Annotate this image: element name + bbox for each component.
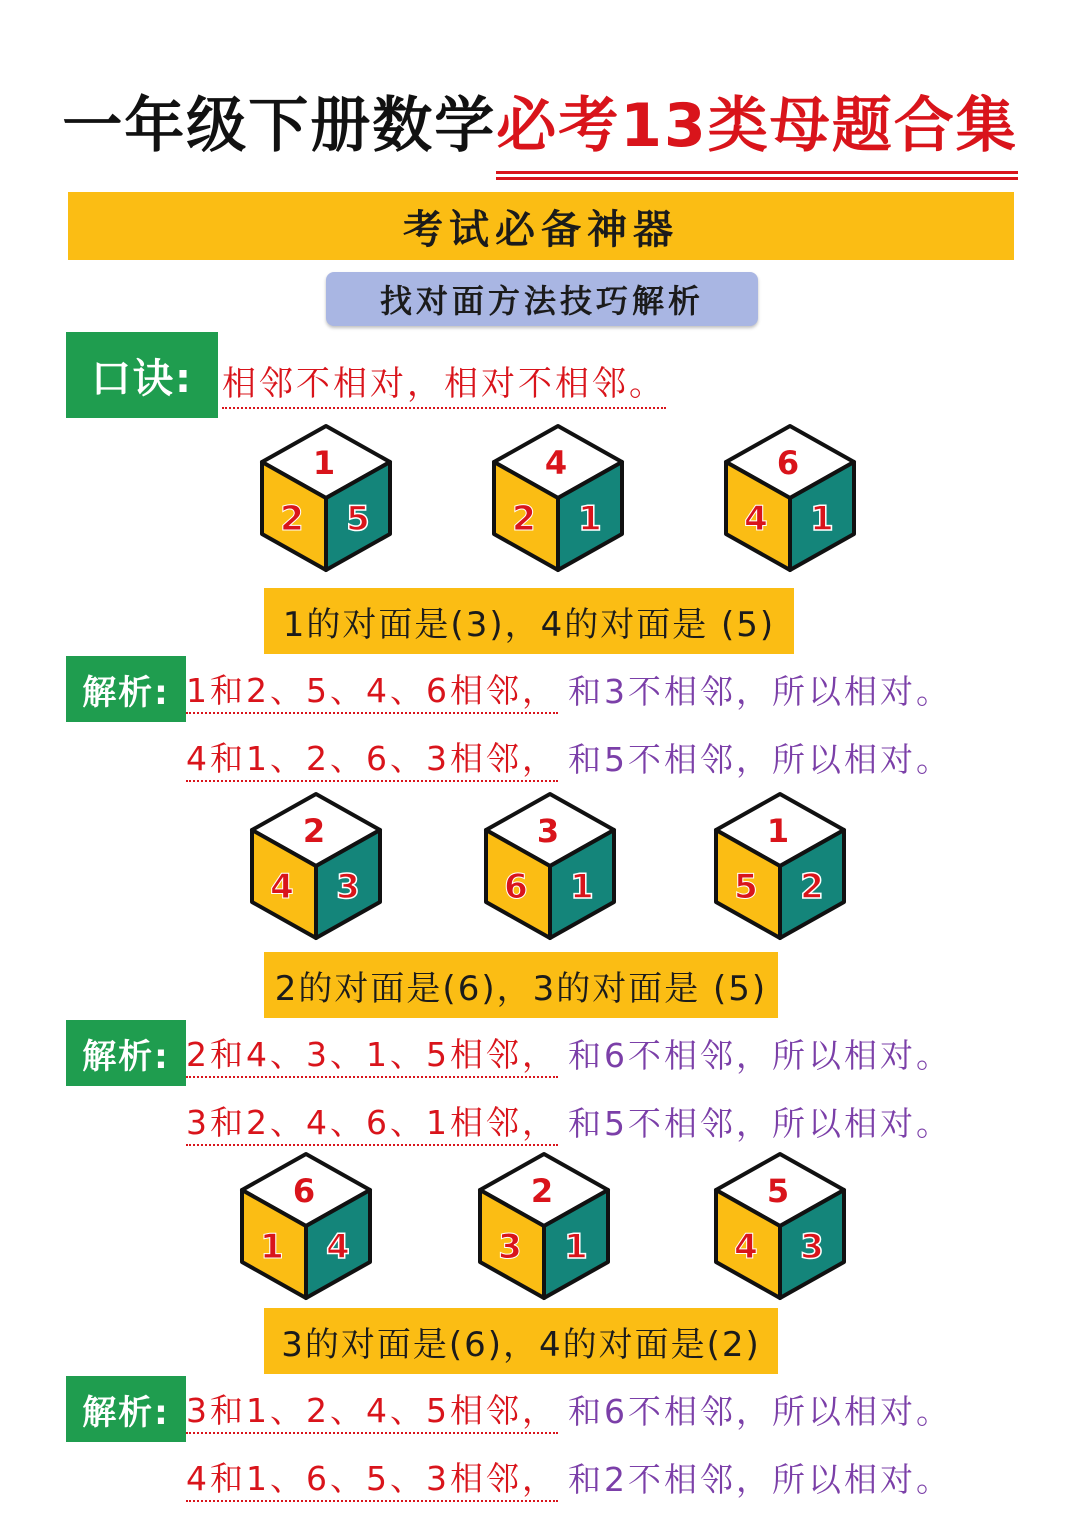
cube-left-digit: 2 <box>512 499 536 539</box>
banner: 考试必备神器 <box>68 192 1014 260</box>
analysis-line-1-2 <box>186 732 952 782</box>
adjacent-text: 2和4、3、1、5相邻， <box>186 1029 558 1078</box>
conclusion-text: 和2不相邻，所以相对。 <box>567 1459 952 1499</box>
cube-right-digit: 4 <box>326 1227 350 1267</box>
dice-cube-3-1 <box>238 1150 374 1302</box>
title-red-part: 必考13类母题合集 <box>496 78 1018 164</box>
analysis-line-1-1 <box>186 664 952 714</box>
cube-top-digit: 6 <box>776 444 800 482</box>
cube-top-digit: 3 <box>536 812 560 850</box>
cube-left-digit: 4 <box>744 499 768 539</box>
analysis-line-3-1 <box>186 1384 952 1434</box>
rhyme-label: 口诀: <box>66 332 218 418</box>
cube-top-digit: 4 <box>544 444 568 482</box>
dice-cube-1-2 <box>490 422 626 574</box>
analysis-label-3: 解析: <box>66 1376 186 1442</box>
cube-right-digit: 3 <box>800 1227 824 1267</box>
conclusion-text: 和3不相邻，所以相对。 <box>567 671 952 711</box>
cube-right-digit: 3 <box>336 867 360 907</box>
dice-cube-2-1 <box>248 790 384 942</box>
adjacent-text: 1和2、5、4、6相邻， <box>186 665 558 714</box>
cube-left-digit: 3 <box>498 1227 522 1267</box>
cube-right-digit: 1 <box>564 1227 588 1267</box>
dice-cube-2-3 <box>712 790 848 942</box>
analysis-line-3-2 <box>186 1452 952 1502</box>
subtitle-pill: 找对面方法技巧解析 <box>326 272 758 326</box>
adjacent-text: 3和2、4、6、1相邻， <box>186 1097 558 1146</box>
cube-top-digit: 2 <box>302 812 326 850</box>
rhyme-text: 相邻不相对，相对不相邻。 <box>222 356 666 409</box>
answer-box-2: 2的对面是(6)，3的对面是 (5) <box>264 952 778 1018</box>
cube-top-digit: 5 <box>766 1172 790 1210</box>
analysis-label-2: 解析: <box>66 1020 186 1086</box>
cube-left-digit: 4 <box>734 1227 758 1267</box>
adjacent-text: 4和1、6、5、3相邻， <box>186 1453 558 1502</box>
dice-cube-2-2 <box>482 790 618 942</box>
answer-box-3: 3的对面是(6)，4的对面是(2) <box>264 1308 778 1374</box>
answer-box-1: 1的对面是(3)，4的对面是 (5) <box>264 588 794 654</box>
cube-top-digit: 1 <box>766 812 790 850</box>
cube-right-digit: 1 <box>570 867 594 907</box>
conclusion-text: 和5不相邻，所以相对。 <box>567 739 952 779</box>
cube-left-digit: 4 <box>270 867 294 907</box>
cube-left-digit: 2 <box>280 499 304 539</box>
cube-right-digit: 1 <box>810 499 834 539</box>
conclusion-text: 和5不相邻，所以相对。 <box>567 1103 952 1143</box>
cube-right-digit: 1 <box>578 499 602 539</box>
analysis-line-2-1 <box>186 1028 952 1078</box>
dice-cube-1-3 <box>722 422 858 574</box>
cube-left-digit: 6 <box>504 867 528 907</box>
analysis-label-1: 解析: <box>66 656 186 722</box>
cube-left-digit: 1 <box>260 1227 284 1267</box>
cube-left-digit: 5 <box>734 867 758 907</box>
conclusion-text: 和6不相邻，所以相对。 <box>567 1035 952 1075</box>
cube-top-digit: 1 <box>312 444 336 482</box>
cube-right-digit: 5 <box>346 499 370 539</box>
cube-top-digit: 6 <box>292 1172 316 1210</box>
cube-top-digit: 2 <box>530 1172 554 1210</box>
cube-right-digit: 2 <box>800 867 824 907</box>
page-title <box>0 78 1080 164</box>
dice-cube-3-3 <box>712 1150 848 1302</box>
title-black-part: 一年级下册数学 <box>62 91 497 161</box>
adjacent-text: 3和1、2、4、5相邻， <box>186 1385 558 1434</box>
analysis-line-2-2 <box>186 1096 952 1146</box>
dice-cube-3-2 <box>476 1150 612 1302</box>
conclusion-text: 和6不相邻，所以相对。 <box>567 1391 952 1431</box>
adjacent-text: 4和1、2、6、3相邻， <box>186 733 558 782</box>
dice-cube-1-1 <box>258 422 394 574</box>
